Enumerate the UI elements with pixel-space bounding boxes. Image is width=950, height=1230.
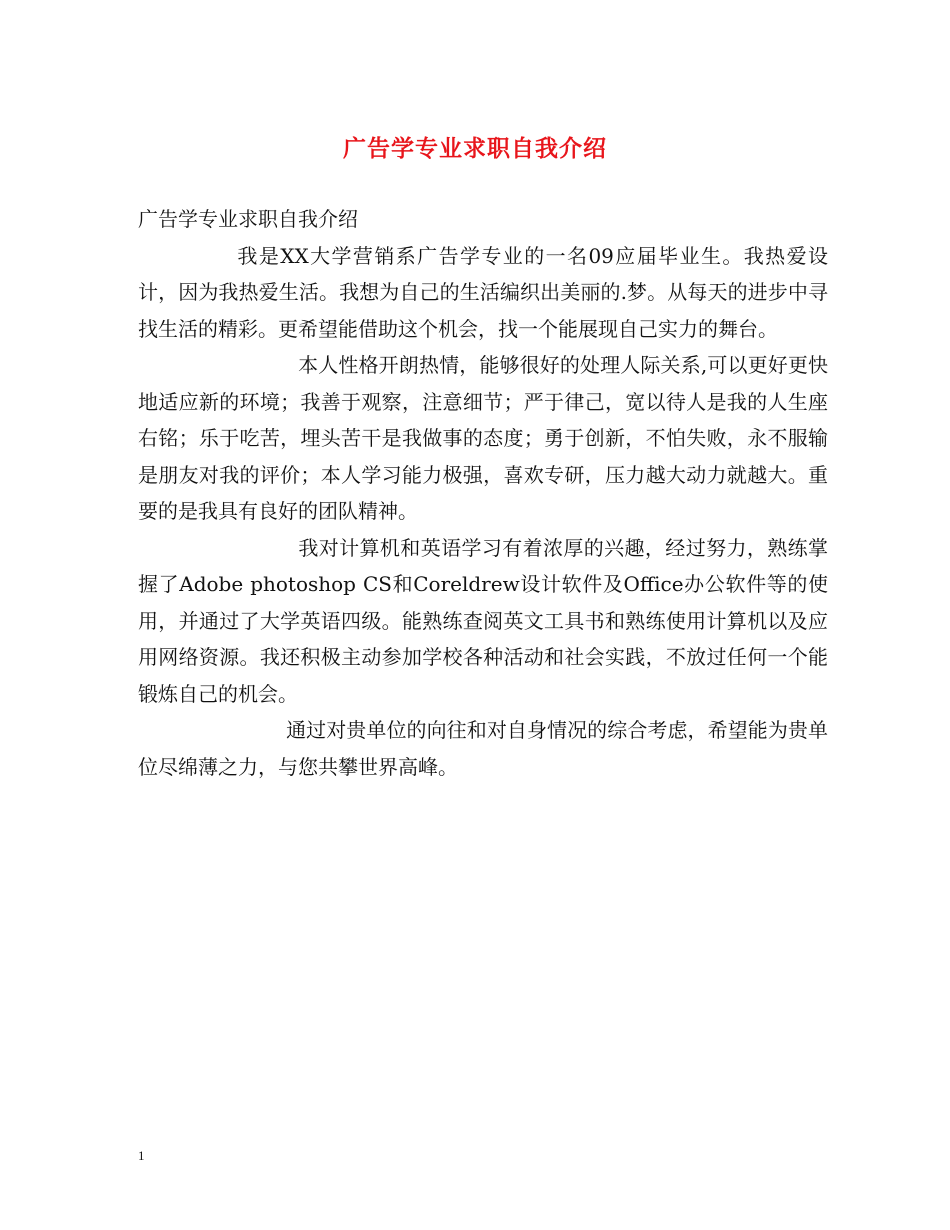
document-title: 广告学专业求职自我介绍 [343,135,607,162]
paragraph-2 [138,347,828,530]
paragraph-1 [138,238,828,348]
paragraph-3-text: 我对计算机和英语学习有着浓厚的兴趣，经过努力，熟练掌握了Adobe photoshop CS和Coreldrew设计软件及Office办公软件等的使用，并通过了大学英语四级。能熟练查阅英文工具书和熟练使用计算机以及应用网络资源。我还积极主动参加学校各种活动和社会实践，不放过任何一个能锻炼自己的机会。 [138,535,828,706]
document-subtitle: 广告学专业求职自我介绍 [138,207,358,231]
paragraph-1-text: 我是XX大学营销系广告学专业的一名09应届毕业生。我热爱设计，因为我热爱生活。我想为自己的生活编织出美丽的.梦。从每天的进步中寻找生活的精彩。更希望能借助这个机会，找一个能展现自己实力的舞台。 [138,243,828,341]
paragraph-4-text: 通过对贵单位的向往和对自身情况的综合考虑，希望能为贵单位尽绵薄之力，与您共攀世界高峰。 [138,718,828,779]
paragraph-4 [138,712,828,785]
page-number: 1 [138,1148,145,1163]
paragraph-2-text: 本人性格开朗热情，能够很好的处理人际关系,可以更好更快地适应新的环境；我善于观察，注意细节；严于律己，宽以待人是我的人生座右铭；乐于吃苦，埋头苦干是我做事的态度；勇于创新，不怕失败，永不服输是朋友对我的评价；本人学习能力极强，喜欢专研，压力越大动力就越大。重要的是我具有良好的团队精神。 [138,353,828,523]
paragraph-3 [138,530,828,713]
document-body [138,201,828,785]
